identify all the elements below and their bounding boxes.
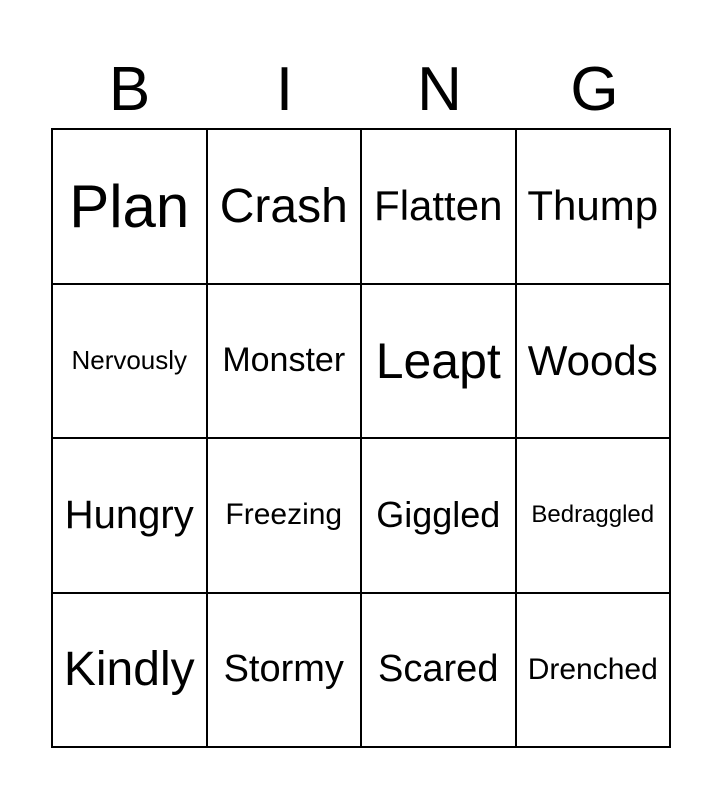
bingo-card-grid: [51, 128, 671, 748]
bingo-cell[interactable]: [208, 285, 363, 440]
bingo-cell[interactable]: [208, 130, 363, 285]
bingo-header: [52, 52, 672, 128]
cell-word: Flatten: [374, 182, 503, 230]
cell-word: Crash: [219, 179, 348, 233]
cell-word: Giggled: [376, 494, 501, 536]
cell-word: Stormy: [223, 648, 344, 691]
header-letter-n: N: [417, 55, 462, 124]
header-letter-b: B: [108, 55, 151, 124]
bingo-cell[interactable]: [517, 130, 672, 285]
cell-word: Thump: [527, 182, 659, 230]
cell-word: Drenched: [527, 652, 658, 686]
bingo-cell[interactable]: [517, 439, 672, 594]
cell-word: Woods: [527, 336, 658, 384]
bingo-cell[interactable]: [53, 594, 208, 749]
cell-word: Scared: [378, 648, 499, 691]
bingo-cell[interactable]: [208, 594, 363, 749]
header-letter-i: I: [275, 55, 294, 124]
cell-word: Bedraggled: [531, 501, 655, 529]
cell-word: Monster: [222, 341, 346, 380]
cell-word: Nervously: [71, 345, 188, 376]
bingo-cell[interactable]: [362, 130, 517, 285]
bingo-cell[interactable]: [208, 439, 363, 594]
bingo-cell[interactable]: [53, 439, 208, 594]
cell-word: Hungry: [64, 492, 194, 537]
cell-word: Freezing: [225, 498, 343, 532]
bingo-cell[interactable]: [53, 285, 208, 440]
bingo-cell[interactable]: [362, 439, 517, 594]
header-letter-g: G: [570, 55, 619, 124]
cell-word: Plan: [69, 172, 190, 240]
cell-word: Kindly: [63, 643, 195, 697]
bingo-cell[interactable]: [53, 130, 208, 285]
bingo-cell[interactable]: [362, 594, 517, 749]
bingo-cell[interactable]: [517, 594, 672, 749]
cell-word: Leapt: [375, 332, 501, 389]
bingo-cell[interactable]: [517, 285, 672, 440]
bingo-cell[interactable]: [362, 285, 517, 440]
